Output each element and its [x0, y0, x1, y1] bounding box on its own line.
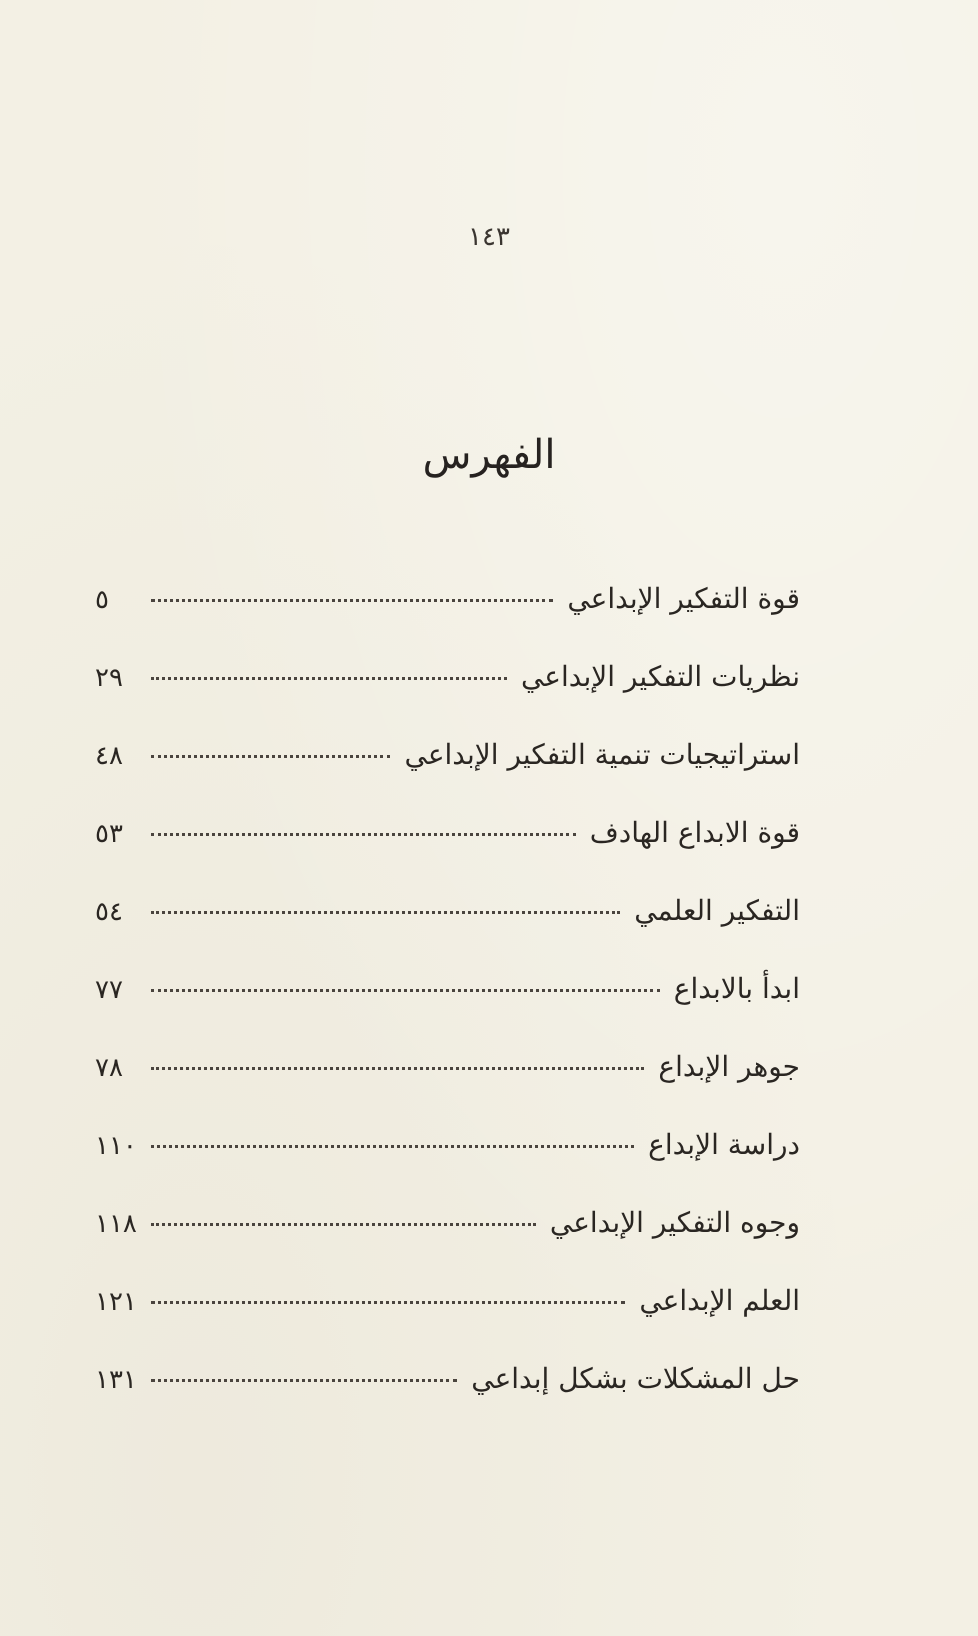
toc-entry-page: ٧٨ — [95, 1053, 123, 1083]
toc-title: الفهرس — [422, 432, 556, 478]
toc-entry-title: نظريات التفكير الإبداعي — [520, 660, 800, 693]
toc-entry-title: وجوه التفكير الإبداعي — [549, 1206, 800, 1239]
dot-leader — [151, 1144, 634, 1148]
toc-entry — [95, 1206, 800, 1287]
dot-leader — [151, 988, 660, 992]
toc-entry — [95, 1050, 800, 1131]
toc-entry-title: استراتيجيات تنمية التفكير الإبداعي — [404, 738, 800, 771]
toc-entry-title: دراسة الإبداع — [648, 1128, 800, 1161]
toc-entry-page: ١١٠ — [95, 1131, 137, 1161]
toc-entry-title: جوهر الإبداع — [658, 1050, 800, 1083]
dot-leader — [151, 676, 507, 680]
toc-entry — [95, 1284, 800, 1365]
dot-leader — [151, 832, 576, 836]
toc-entry — [95, 816, 800, 897]
toc-entry — [95, 582, 800, 663]
toc-entry-page: ١٢١ — [95, 1287, 137, 1317]
toc-entry — [95, 660, 800, 741]
toc-entry-page: ٥٣ — [95, 819, 123, 849]
dot-leader — [151, 754, 390, 758]
dot-leader — [151, 598, 553, 602]
toc-entry-title: حل المشكلات بشكل إبداعي — [471, 1362, 800, 1395]
toc-entry-title: قوة الابداع الهادف — [589, 816, 800, 849]
toc-entry-page: ١١٨ — [95, 1209, 137, 1239]
toc-entry-title: قوة التفكير الإبداعي — [567, 582, 800, 615]
dot-leader — [151, 1378, 457, 1382]
toc-entry-title: التفكير العلمي — [634, 894, 800, 927]
table-of-contents — [95, 582, 800, 1443]
toc-entry — [95, 1362, 800, 1443]
toc-entry-page: ٧٧ — [95, 975, 123, 1005]
dot-leader — [151, 910, 620, 914]
toc-entry — [95, 894, 800, 975]
toc-entry — [95, 738, 800, 819]
toc-entry-page: ٥ — [95, 585, 109, 615]
page-number: ١٤٣ — [468, 222, 510, 252]
toc-entry-page: ٢٩ — [95, 663, 123, 693]
toc-entry — [95, 1128, 800, 1209]
toc-entry-page: ٥٤ — [95, 897, 123, 927]
toc-entry — [95, 972, 800, 1053]
dot-leader — [151, 1300, 625, 1304]
dot-leader — [151, 1222, 536, 1226]
toc-entry-title: ابدأ بالابداع — [673, 972, 800, 1005]
toc-entry-page: ٤٨ — [95, 741, 123, 771]
dot-leader — [151, 1066, 644, 1070]
toc-entry-page: ١٣١ — [95, 1365, 137, 1395]
toc-entry-title: العلم الإبداعي — [639, 1284, 800, 1317]
